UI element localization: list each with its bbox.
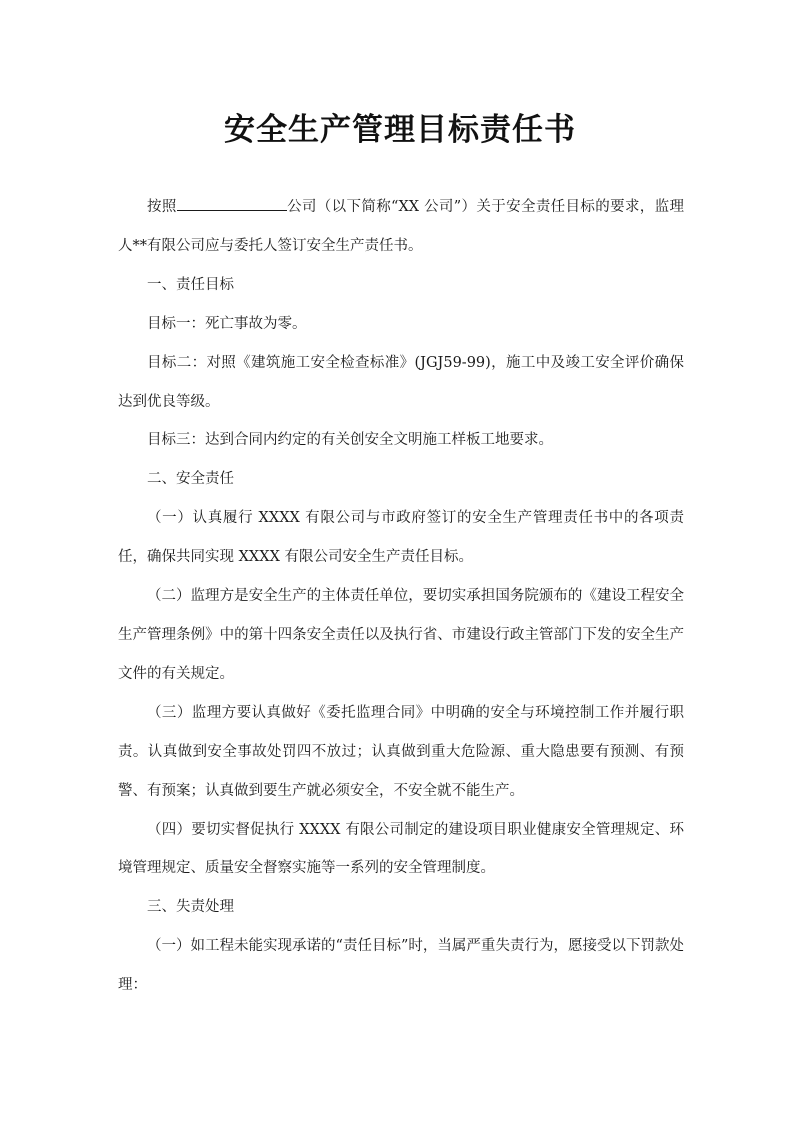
- duty-1: （一）认真履行 XXXX 有限公司与市政府签订的安全生产管理责任书中的各项责任，确保共同实现 XXXX 有限公司安全生产责任目标。: [118, 510, 684, 566]
- penalty-1: （一）如工程未能实现承诺的“责任目标”时，当属严重失责行为，愿接受以下罚款处理：: [118, 938, 684, 994]
- company-name-blank: [177, 196, 287, 211]
- document-body: [118, 188, 684, 1005]
- goal-3: 目标三：达到合同内约定的有关创安全文明施工样板工地要求。: [147, 432, 553, 449]
- duty-3: （三）监理方要认真做好《委托监理合同》中明确的安全与环境控制工作并履行职责。认真做到安全事故处罚四不放过；认真做到重大危险源、重大隐患要有预测、有预警、有预案；认真做到要生产就必须安全，不安全就不能生产。: [118, 704, 684, 799]
- intro-prefix: 按照: [147, 199, 177, 215]
- document-title: 安全生产管理目标责任书: [224, 112, 576, 148]
- intro-paragraph: [118, 188, 684, 266]
- section2-heading: 二、安全责任: [147, 471, 234, 488]
- intro-suffix: 公司（以下简称“XX 公司”）关于安全责任目标的要求，监理人**有限公司应与委托人签订安全生产责任书。: [118, 199, 685, 254]
- section3-heading: 三、失责处理: [147, 899, 234, 916]
- goal-2: 目标二：对照《建筑施工安全检查标准》(JGJ59-99)，施工中及竣工安全评价确保达到优良等级。: [118, 354, 684, 410]
- section1-heading: 一、责任目标: [147, 276, 234, 293]
- duty-2: （二）监理方是安全生产的主体责任单位，要切实承担国务院颁布的《建设工程安全生产管理条例》中的第十四条安全责任以及执行省、市建设行政主管部门下发的安全生产文件的有关规定。: [118, 588, 684, 682]
- goal-1: 目标一：死亡事故为零。: [147, 315, 307, 332]
- duty-4: （四）要切实督促执行 XXXX 有限公司制定的建设项目职业健康安全管理规定、环境管理规定、质量安全督察实施等一系列的安全管理制度。: [118, 821, 684, 877]
